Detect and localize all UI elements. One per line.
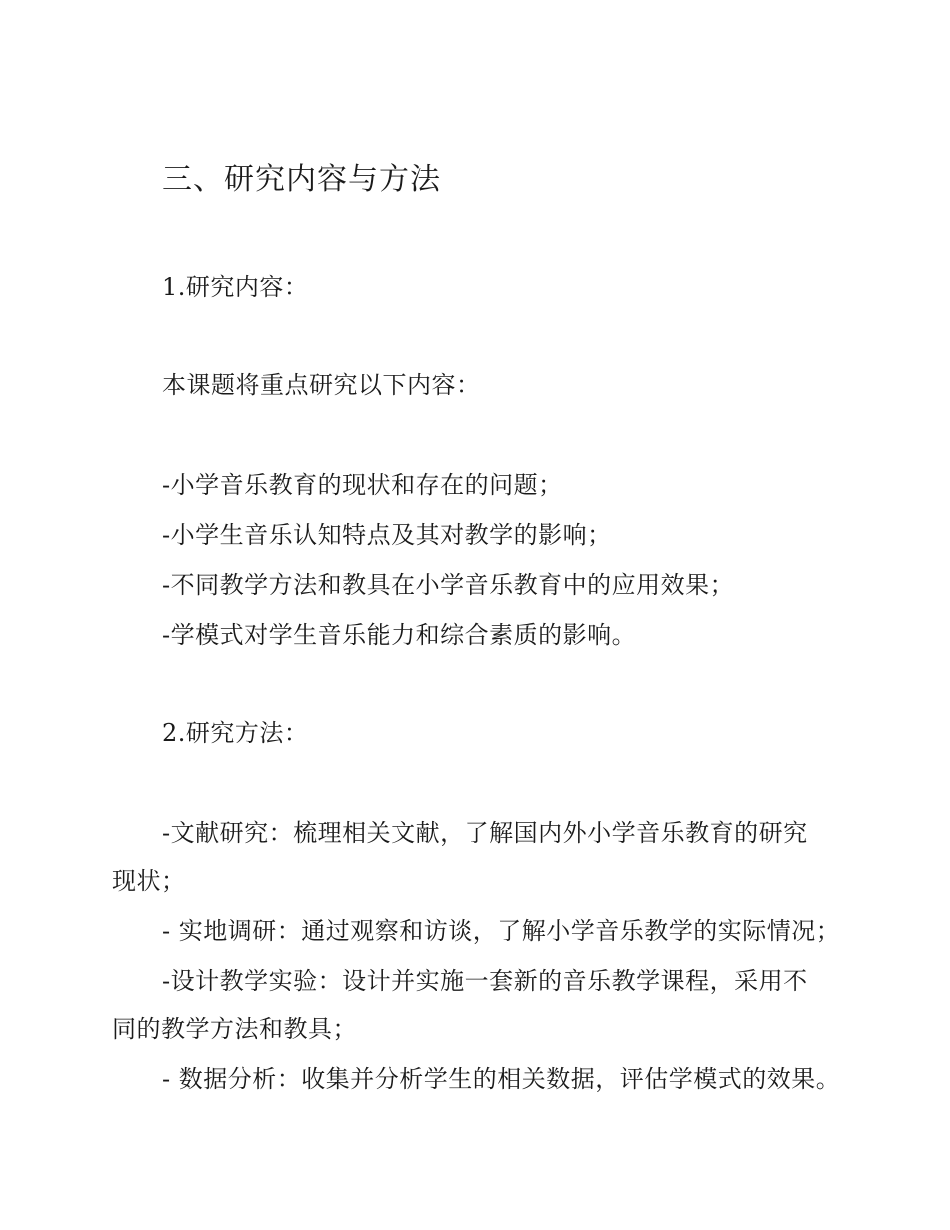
method-item-continuation: 同的教学方法和教具； (112, 1015, 357, 1043)
methods-heading: 2.研究方法： (162, 719, 309, 747)
content-item: -小学生音乐认知特点及其对教学的影响； (162, 521, 612, 549)
content-intro: 本课题将重点研究以下内容： (162, 371, 481, 399)
method-item: - 实地调研：通过观察和访谈，了解小学音乐教学的实际情况； (162, 917, 841, 945)
method-item: -设计教学实验：设计并实施一套新的音乐教学课程，采用不 (162, 967, 808, 995)
content-item: -小学音乐教育的现状和存在的问题； (162, 471, 563, 499)
content-item: -不同教学方法和教具在小学音乐教育中的应用效果； (162, 571, 735, 599)
content-heading: 1.研究内容： (162, 273, 309, 301)
method-item: - 数据分析：收集并分析学生的相关数据，评估学模式的效果。 (162, 1065, 841, 1093)
content-item: -学模式对学生音乐能力和综合素质的影响。 (162, 621, 637, 649)
section-title: 三、研究内容与方法 (162, 162, 441, 197)
method-item: -文献研究：梳理相关文献，了解国内外小学音乐教育的研究 (162, 819, 808, 847)
method-item-continuation: 现状； (112, 867, 186, 895)
